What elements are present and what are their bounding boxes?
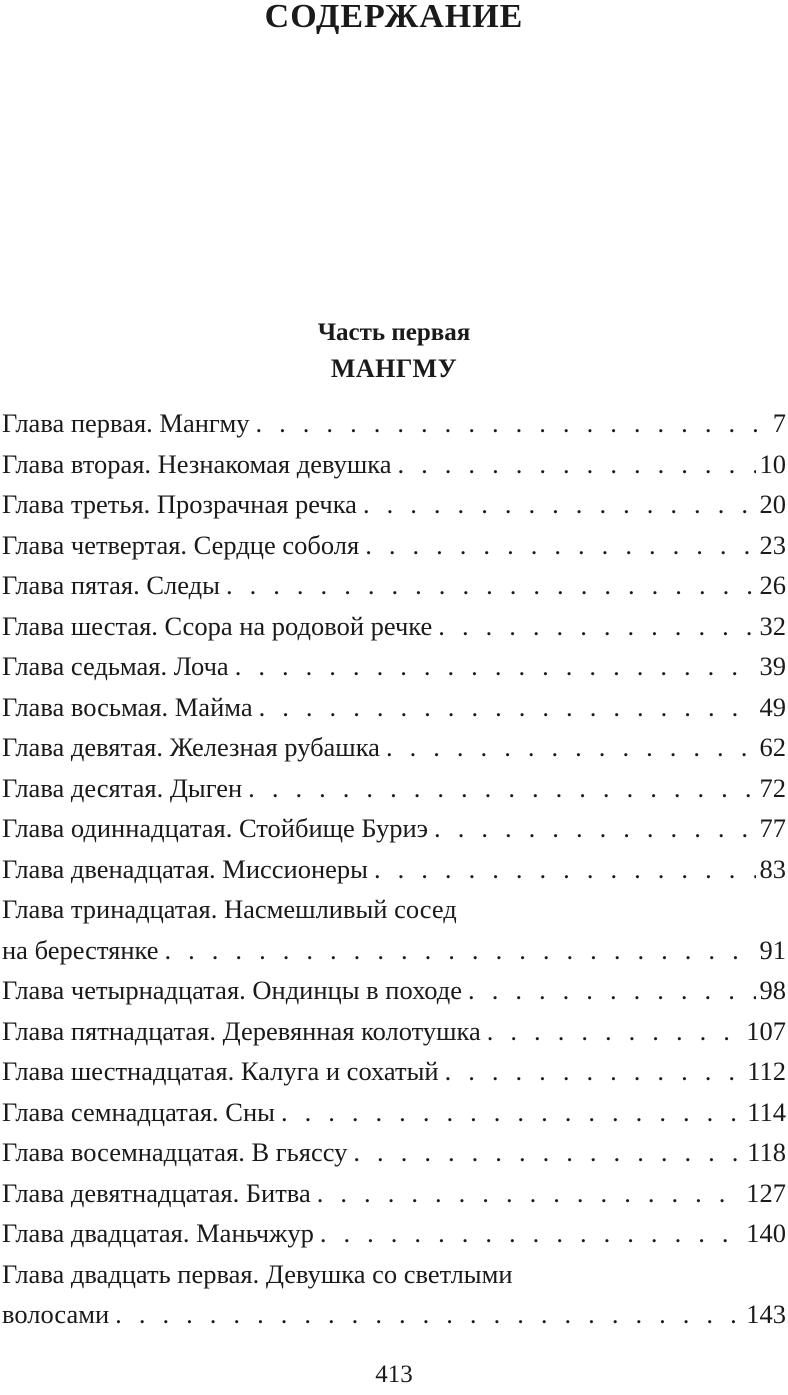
dot-leader [115, 1294, 742, 1335]
toc-entry-ch14[interactable] [2, 970, 786, 1011]
toc-entry-page: 20 [759, 489, 786, 519]
toc-entry-ch3[interactable] [2, 484, 786, 525]
toc-entry-ch11[interactable] [2, 808, 786, 849]
dot-leader [259, 687, 756, 728]
dot-leader [434, 808, 755, 849]
toc-entry-ch12[interactable] [2, 849, 786, 890]
page-number: 413 [375, 1361, 413, 1388]
toc-entry-ch4[interactable] [2, 525, 786, 566]
toc-entry-title-continued: волосами [2, 1299, 110, 1329]
toc-entry-title: Глава двенадцатая. Миссионеры [2, 853, 368, 884]
toc-entry-title: Глава восьмая. Майма [2, 691, 253, 722]
dot-leader [235, 646, 756, 687]
toc-entry-page: 77 [759, 813, 786, 843]
dot-leader [487, 1011, 743, 1052]
toc-entry-page: 39 [759, 651, 786, 681]
dot-leader [374, 849, 756, 890]
toc-entry-ch5[interactable] [2, 565, 786, 606]
dot-leader [365, 525, 755, 566]
dot-leader [317, 1173, 743, 1214]
dot-leader [445, 1051, 744, 1092]
toc-entry-page: 107 [746, 1015, 786, 1046]
toc-entry-page: 112 [747, 1056, 786, 1086]
toc-entry-title: Глава тринадцатая. Насмешливый сосед [2, 894, 457, 924]
toc-entry-title: Глава девятая. Железная рубашка [2, 732, 380, 762]
toc-entry-page: 118 [747, 1137, 786, 1167]
toc-entry-page: 127 [746, 1177, 786, 1208]
dot-leader [164, 930, 755, 971]
toc-entry-title: Глава восемнадцатая. В гьяссу [2, 1137, 348, 1167]
toc-entry-title: Глава десятая. Дыген [2, 772, 243, 803]
toc-entry-title: Глава семнадцатая. Сны [2, 1096, 275, 1127]
toc-entry-title: Глава одиннадцатая. Стойбище Буриэ [2, 813, 429, 843]
toc-entry-ch9[interactable] [2, 727, 786, 768]
toc-entry-ch20[interactable] [2, 1213, 786, 1254]
toc-entry-ch2[interactable] [2, 444, 786, 485]
toc-entry-page: 114 [747, 1096, 786, 1127]
toc-entry-title: Глава пятнадцатая. Деревянная колотушка [2, 1015, 481, 1046]
dot-leader [320, 1213, 742, 1254]
toc-entry-ch15[interactable] [2, 1011, 786, 1052]
dot-leader [468, 970, 755, 1011]
toc-entry-page: 23 [759, 529, 786, 560]
toc-entry-ch21[interactable] [2, 1254, 786, 1335]
toc-entry-page: 10 [759, 448, 786, 479]
toc-entry-title: Глава двадцать первая. Девушка со светлыми [2, 1258, 513, 1289]
dot-leader [248, 768, 755, 809]
toc-entry-page: 98 [759, 975, 786, 1005]
toc-entry-ch17[interactable] [2, 1092, 786, 1133]
dot-leader [353, 1132, 743, 1173]
toc-entry-page: 83 [759, 853, 786, 884]
toc-entry-ch10[interactable] [2, 768, 786, 809]
toc-entry-ch8[interactable] [2, 687, 786, 728]
toc-entry-title: Глава седьмая. Лоча [2, 651, 229, 681]
toc-entry-title: Глава третья. Прозрачная речка [2, 489, 357, 519]
dot-leader [226, 565, 756, 606]
toc-entry-page: 91 [759, 934, 786, 965]
toc-entry-ch16[interactable] [2, 1051, 786, 1092]
toc-entry-ch7[interactable] [2, 646, 786, 687]
toc-entry-title: Глава четырнадцатая. Ондинцы в походе [2, 975, 463, 1005]
table-of-contents [2, 403, 786, 1335]
toc-entry-title: Глава двадцатая. Маньчжур [2, 1218, 314, 1248]
dot-leader [397, 444, 755, 485]
toc-entry-page: 26 [759, 570, 786, 600]
toc-entry-ch19[interactable] [2, 1173, 786, 1214]
toc-entry-title: Глава шестая. Ссора на родовой речке [2, 610, 433, 641]
toc-entry-title: Глава четвертая. Сердце соболя [2, 529, 360, 560]
dot-leader [438, 606, 755, 647]
toc-entry-title: Глава вторая. Незнакомая девушка [2, 448, 392, 479]
toc-entry-ch18[interactable] [2, 1132, 786, 1173]
toc-entry-page: 7 [772, 408, 786, 438]
part-title: МАНГМУ [330, 354, 458, 383]
toc-entry-page: 49 [759, 691, 786, 722]
toc-entry-page: 32 [759, 610, 786, 641]
page-title: СОДЕРЖАНИЕ [264, 0, 524, 35]
toc-entry-title: Глава первая. Мангму [2, 408, 250, 438]
dot-leader [281, 1092, 743, 1133]
part-label: Часть первая [317, 319, 471, 346]
toc-entry-title-continued: на берестянке [2, 934, 159, 965]
toc-entry-page: 72 [759, 772, 786, 803]
toc-entry-title: Глава девятнадцатая. Битва [2, 1177, 311, 1208]
toc-entry-ch1[interactable] [2, 403, 786, 444]
toc-entry-page: 143 [746, 1299, 786, 1329]
dot-leader [255, 403, 768, 444]
dot-leader [386, 727, 756, 768]
toc-entry-title: Глава пятая. Следы [2, 570, 220, 600]
toc-entry-page: 62 [759, 732, 786, 762]
toc-entry-ch6[interactable] [2, 606, 786, 647]
dot-leader [363, 484, 756, 525]
toc-entry-ch13[interactable] [2, 889, 786, 970]
toc-entry-title: Глава шестнадцатая. Калуга и сохатый [2, 1056, 439, 1086]
toc-entry-page: 140 [746, 1218, 786, 1248]
